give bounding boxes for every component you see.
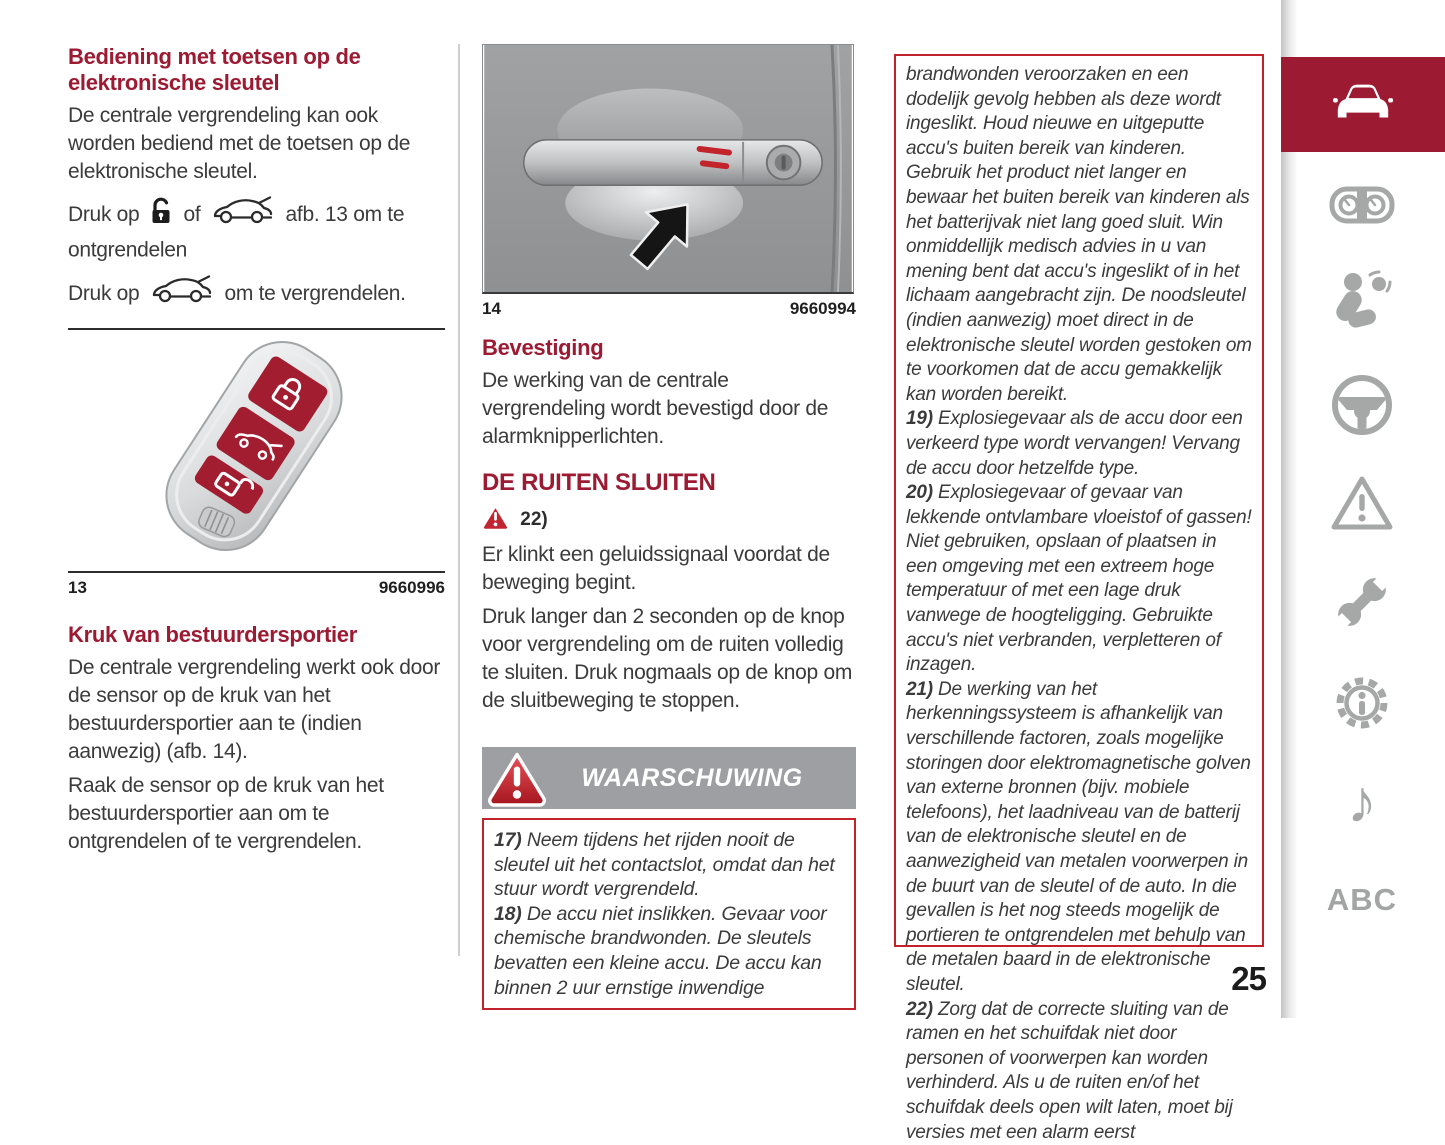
sidebar-gradient-strip bbox=[1281, 0, 1297, 1018]
paragraph: De werking van de centrale vergrendeling wordt bevestigd door de alarmknipperlichten. bbox=[482, 369, 829, 448]
warning-triangle-icon bbox=[488, 750, 546, 810]
sidebar-tab-index[interactable] bbox=[1320, 878, 1404, 922]
sidebar-tab-car-active[interactable] bbox=[1281, 57, 1445, 152]
instruction-text: afb. 13 om te ontgrendelen bbox=[68, 203, 405, 262]
section-driver-door-handle bbox=[68, 622, 445, 856]
page-number: 25 bbox=[1231, 960, 1266, 997]
music-note-icon: ♪ bbox=[1347, 768, 1377, 835]
sidebar-tab-technical-info[interactable] bbox=[1320, 667, 1404, 739]
instruction-text: Druk op bbox=[68, 282, 140, 306]
figure-code: 9660994 bbox=[789, 299, 856, 318]
paragraph: De centrale vergrendeling werkt ook door de sensor op de kruk van het bestuurdersportier aan te (indien aanwezig) (afb. 14). bbox=[68, 656, 441, 764]
section-heading-close-windows: DE RUITEN SLUITEN bbox=[482, 469, 716, 496]
warning-item-text: Explosiegevaar of gevaar van lekkende ontvlambare vloeistof of gassen! Niet gebruiken, opslaan of plaatsen in een omgeving met een extreem hoge temperatuur of met een lage druk vanwege de hoogteligging. Gebruikte accu's niet verbranden, verpletteren of inzagen. bbox=[906, 482, 1252, 676]
figure-key-fob bbox=[68, 328, 445, 598]
abc-label: ABC bbox=[1326, 882, 1398, 917]
figure-caption bbox=[68, 573, 445, 598]
figure-caption bbox=[482, 294, 856, 319]
warning-title: WAARSCHUWING bbox=[581, 763, 803, 792]
left-column bbox=[68, 44, 445, 856]
lock-instruction-line bbox=[68, 274, 445, 314]
instruction-text: of bbox=[183, 203, 201, 226]
warning-item bbox=[906, 407, 1252, 481]
warning-item-number: 20) bbox=[906, 482, 933, 504]
sidebar-tab-maintenance[interactable] bbox=[1320, 566, 1404, 638]
sidebar-tab-instrument-cluster[interactable] bbox=[1320, 169, 1404, 241]
warning-item-text: Zorg dat de correcte sluiting van de ramen en het schuifdak niet door personen of voorwerpen kan worden verhinderd. Als u de ruiten en/of het schuifdak deels open wilt laten, moet bij versies met een alarm eerst bbox=[906, 998, 1233, 1143]
unlock-instruction-line bbox=[68, 195, 445, 265]
column-divider bbox=[458, 44, 460, 956]
warning-item bbox=[494, 902, 844, 1000]
warning-item bbox=[494, 828, 844, 902]
instruction-text: Druk op bbox=[68, 203, 140, 226]
warning-note-reference bbox=[482, 505, 856, 535]
sidebar-tab-steering-wheel[interactable] bbox=[1320, 369, 1404, 441]
warning-item-text: De werking van het herkenningssysteem is afhankelijk van verschillende factoren, zoals mogelijke storingen door elektromagnetische golven van externe bronnen (bijv. mobiele telefoons), het laadniveau van de batterij van de elektronische sleutel en de aanwezigheid van metalen voorwerpen in de buurt van de sleutel of de auto. In die gevallen is het nog steeds mogelijk de portieren te ontgrendelen met behulp van de metalen baard in de elektronische sleutel. bbox=[906, 678, 1251, 995]
section-heading-confirmation: Bevestiging bbox=[482, 335, 604, 360]
paragraph: De centrale vergrendeling kan ook worden bediend met de toetsen op de elektronische sleutel. bbox=[68, 104, 411, 183]
warning-item-text: De accu niet inslikken. Gevaar voor chemische brandwonden. De sleutels bevatten een kleine accu. De accu kan binnen 2 uur ernstige inwendige bbox=[494, 902, 827, 999]
warning-item bbox=[906, 678, 1252, 998]
warning-box bbox=[482, 818, 856, 1010]
figure-number: 14 bbox=[482, 299, 501, 318]
sidebar-tab-airbag[interactable] bbox=[1320, 264, 1404, 336]
middle-column bbox=[482, 44, 856, 1010]
car-open-trunk-icon bbox=[212, 195, 274, 235]
figure-number: 13 bbox=[68, 578, 87, 598]
warning-item-number: 22) bbox=[906, 998, 933, 1020]
warning-item-number: 17) bbox=[494, 829, 522, 851]
figure-door-handle bbox=[482, 44, 856, 319]
open-padlock-icon bbox=[151, 197, 172, 233]
section-heading-door-handle: Kruk van bestuurdersportier bbox=[68, 622, 357, 648]
warning-item bbox=[906, 481, 1252, 678]
figure-code: 9660996 bbox=[378, 578, 445, 598]
door-handle-illustration bbox=[482, 44, 856, 294]
paragraph: Druk langer dan 2 seconden op de knop voor vergrendeling om de ruiten volledig te sluiten. Druk nogmaals op de knop om de sluitbeweging te stoppen. bbox=[482, 605, 853, 712]
warning-triangle-small-icon bbox=[482, 505, 509, 535]
paragraph: Er klinkt een geluidssignaal voordat de beweging begint. bbox=[482, 543, 830, 594]
instruction-text: om te vergrendelen. bbox=[224, 282, 406, 306]
warning-item-number: 18) bbox=[494, 902, 522, 925]
car-front-icon bbox=[1332, 79, 1394, 130]
sidebar-tab-warnings[interactable] bbox=[1320, 467, 1404, 539]
warning-item-text: Explosiegevaar als de accu door een verkeerd type wordt vervangen! Vervang de accu door hetzelfde type. bbox=[906, 408, 1243, 479]
warning-header-bar bbox=[482, 747, 856, 809]
warning-item-text: Neem tijdens het rijden nooit de sleutel uit het contactslot, omdat dan het stuur wordt vergrendeld. bbox=[494, 829, 835, 901]
car-open-trunk-icon bbox=[151, 274, 213, 314]
key-fob-illustration bbox=[68, 330, 445, 571]
warning-item bbox=[906, 998, 1252, 1145]
warning-continuation-text: brandwonden veroorzaken en een dodelijk gevolg hebben als deze wordt ingeslikt. Houd nieuwe en uitgeputte accu's buiten bereik van kinderen. Gebruik het product niet langer en bewaar het buiten bereik van kinderen als het batterijvak niet lang goed sluit. Win onmiddellijk medisch advies in u van mening bent dat accu's ingeslikt of in het lichaam aangebracht zijn. De noodsleutel (indien aanwezig) moet direct in de elektronische sleutel worden gestoken om te voorkomen dat de accu gemakkelijk kan worden bereikt. bbox=[906, 64, 1252, 405]
sidebar-tab-multimedia[interactable] bbox=[1320, 766, 1404, 838]
warning-item-number: 19) bbox=[906, 408, 933, 430]
paragraph: Raak de sensor op de kruk van het bestuurdersportier aan om te ontgrendelen of te vergrendelen. bbox=[68, 774, 384, 854]
warning-item-number: 21) bbox=[906, 678, 933, 700]
section-heading-key-buttons: Bediening met toetsen op de elektronische sleutel bbox=[68, 44, 361, 95]
note-number: 22) bbox=[520, 509, 548, 531]
